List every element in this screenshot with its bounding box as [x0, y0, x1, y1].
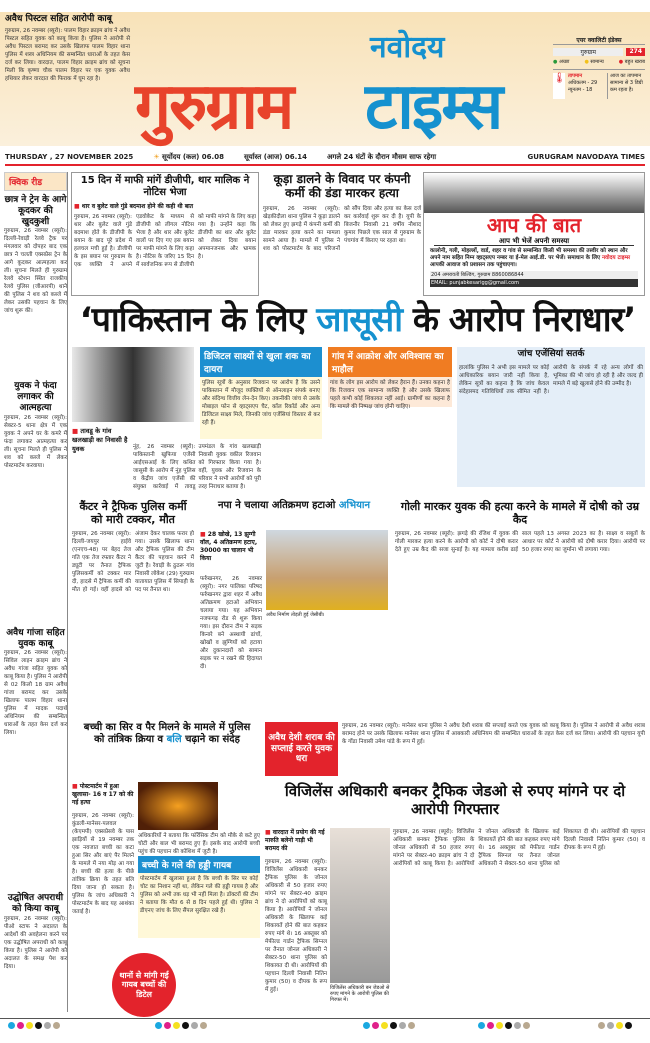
brief-headline: अवैध पिस्टल सहित आरोपी काबू [5, 14, 112, 24]
aqi-title: एयर क्वालिटी इंडेक्स [553, 36, 645, 45]
story-kooda [263, 172, 421, 296]
aqi-box [553, 36, 645, 99]
spy-body: नूंह, 26 नवम्बर (ब्यूरो): पाकिस्तानी खुफिया एजेंसी आईएसआई के लिए कथित जासूसी के आरोप में नूंह पुलिस व केंद्रीय जांच एजेंसी की संयुक्त कार्रवाई में तावडू उपमंडल के गांव खलखाड़ी निवासी युवक वकील रिजवान को गिरफ्तार किया गया है। वहीं, युवक और रिजवान के परिवार ने सभी आरोपों को पूरी तरह निराधार बताया है। [133, 444, 261, 490]
sunset: सूर्यास्त (आज) 06.14 [243, 152, 308, 161]
thermometer-icon: 🌡 [553, 73, 565, 99]
aap-ki-baat-brand: नवोदय टाइम्स [601, 255, 630, 262]
quick-headline-3: अवैध गांजा सहित युवक काबू [6, 627, 65, 649]
quick-read-label: क्विक रीड [4, 172, 67, 191]
registration-marks [363, 1022, 415, 1029]
aqi-value: 274 [626, 48, 645, 56]
arrest-photo [330, 828, 390, 983]
quick-headline-4: उद्घोषित अपराधी को किया काबू [7, 893, 64, 915]
spy-image [72, 347, 194, 422]
aap-ki-baat-body: कालोनी, गली, मोहल्लों, वार्ड, शहर व गांव से सम्बन्धित किसी भी समस्या की तस्वीर को स्थान और अपने नाम सहित निम्न व्हाट्सएप नम्बर या ई-मेल आई.डी. पर भेजें। समाधान के लिए [430, 248, 628, 262]
kooda-body: गुरुग्राम, 26 नवम्बर (ब्यूरो): खेड़कीदौला थाना पुलिस ने कूड़ा डालने को लेकर हुए झगड़े में कंपनी कर्मी की डंडा मारकर हत्या करने का मामला सामने आया है। मामले में पुलिस ने शव को पोस्टमार्टम के बाद परिजनों को सौंप दिया और हत्या का केस दर्ज कर कार्रवाई शुरू कर दी है। यूपी के बिजनौर निवासी 21 वर्षीय नौशाद कुमार पिछले एक साल से गुरुग्राम के पंचगांव में किराए पर रहता था। [263, 205, 421, 252]
dateline [5, 150, 645, 166]
village-box [328, 347, 452, 410]
vigilance-body-cont: गुरुग्राम, 26 नवम्बर (ब्यूरो): विजिलेंस अधिकारी बनकर ट्रैफिक पुलिस के जोनल अधिकारी से 50 हजार रुपए मांगने पर सेक्टर-40 क्राइम ब्रांच ने दो आरोपियों को काबू किया है। आरोपियों ने जोनल अधिकारी के खिलाफ कई शिकायतें होने की बात कहकर रुपए मांगे थे। 16 अक्तूबर को मेफील्ड गार्डन ट्रैफिक सिग्नल पर तैनात जोनल अधिकारी ने सेक्टर-50 थाना पुलिस को शिकायत दी थी। आरोपियों की पहचान दिल्ली निवासी नितिन कुमार (50) व दीपक के रूप में हुई। [393, 829, 645, 867]
sun-icon: ☀ [153, 152, 160, 161]
weather-label: तापमान [568, 73, 583, 79]
aqi-city: गुरुग्राम [553, 48, 623, 56]
throat-bone-title: बच्ची के गले की हड्डी गायब [138, 856, 260, 873]
agency-box-body: हालांकि पुलिस ने अभी इस मामले पर कोई आधिकारिक बयान जारी नहीं किया है, लेकिन सूत्रों का कहना है कि जांच केवल संदेहास्पद गतिविधियों तक सीमित नहीं है। आरोपी के संपर्क में रहे अन्य लोगों की भूमिका की भी जांच हो रही है और जल्द ही मामले में बड़े खुलासे होने की उम्मीद है। [459, 364, 643, 395]
village-box-body: गांव के लोग इस आरोप को लेकर हैरान हैं। उनका कहना है कि रिजवान एक सामान्य व्यक्ति है और उसके खिलाफ पहले कभी कोई शिकायत नहीं आई। ग्रामीणों का कहना है कि मामले की निष्पक्ष जांच होनी चाहिए। [330, 380, 450, 410]
weather-min: न्यूनतम - 18 [568, 87, 593, 93]
paper-name: GURUGRAM NAVODAYA TIMES [527, 153, 645, 161]
logo-times: टाइम्स [365, 70, 502, 144]
masthead-brief [5, 14, 130, 125]
agency-box [457, 347, 645, 487]
vigilance-headline: विजिलेंस अधिकारी बनकर ट्रैफिक जेडओ से रुपए मांगने पर दो आरोपी गिरफ्तार [284, 782, 626, 818]
quick-body-1: गुरुग्राम, 26 नवम्बर (ब्यूरो): दिल्ली-रेवाड़ी रेलवे ट्रैक पर मंगलवार को दोपहर बाद एक छात्र ने चलती एक्सप्रेस ट्रेन के आगे कूदकर आत्महत्या कर ली। सूचना मिलते ही गुरुग्राम रेलवे स्टेशन स्थित राजकीय रेलवे पुलिस (जीआरपी) थाने की पुलिस ने शव को कब्जे में लेकर उसकी पहचान के लिए जांच शुरू की। [4, 228, 67, 315]
story-dgp [71, 172, 259, 296]
logo-navodaya: नवोदय [370, 30, 445, 65]
aqi-legend-good: ● अच्छा [553, 59, 570, 65]
spy-caption: ■ तावडू के गांव खलखाड़ी का निवासी है युवक [72, 426, 130, 453]
throat-bone-box [138, 856, 260, 938]
digital-box-body: पुलिस सूत्रों के अनुसार रिजवान पर आरोप है कि उसने पाकिस्तान में मौजूद व्यक्तियों से ऑनलाइन संपर्क बनाए और संदिग्ध वित्तीय लेन-देन किए। तकनीकी जांच से उसके मोबाइल फोन से व्हाट्सएप चैट, कॉल रिकॉर्ड और अन्य डिजिटल साक्ष्य मिले, जिनकी जांच एजेंसियां विस्तार से कर रही हैं। [202, 380, 320, 426]
registration-marks [598, 1022, 632, 1029]
dgp-body: गुरुग्राम, 26 नवम्बर (ब्यूरो): थार और बुलेट वाले गुंडे बदमाश होते के डीजीपी के बयान के बाद पूरे प्रदेश में हलचल मची हुई है। डीजीपी के इस बयान पर गुरुग्राम के एक व्यक्ति ने अपने एडवोकेट के माध्यम से डीजीपी को लीगल नोटिस भेजा है और थार और बुलेट वालों पर दिए गए इस बयान पर माफी मांगने के लिए कहा है। नोटिस के जरिए 15 दिन में सार्वजनिक रूप से डीजीपी को माफी मांगने के लिए कहा गया है। उन्होंने कहा कि डीजीपी का थार और बुलेट को लेकर दिया बयान अपमानजनक और भ्रामक है। [74, 214, 256, 268]
canter-headline: कैंटर ने ट्रैफिक पुलिस कर्मी को मारी टक्कर, मौत [79, 500, 187, 527]
registration-marks [155, 1022, 207, 1029]
goli-headline: गोली मारकर युवक की हत्या करने के मामले में दोषी को उम्र कैद [400, 500, 640, 527]
sharab-body: गुरुग्राम, 26 नवम्बर (ब्यूरो): मानेसर थाना पुलिस ने अवैध देशी शराब की सप्लाई करते एक युवक को काबू किया है। पुलिस ने आरोपी से अवैध शराब बरामद होने पर उसके खिलाफ मानेसर थाना पुलिस में आबकारी अधिनियम की सम्बन्धित धाराओं के तहत केस दर्ज कर लिया। आरोपी की पहचान यूपी के गोंडा निवासी उमेश पांडे के रूप में हुई। [342, 723, 645, 745]
jcb-image [266, 530, 388, 610]
forecast: अगले 24 घंटों के दौरान मौसम साफ रहेगा [327, 152, 437, 161]
banner-headline: ‘पाकिस्तान के लिए जासूसी के आरोप निराधार’ [79, 300, 636, 340]
aap-ki-baat-body2: आपकी आवाज को प्रशासन तक पहुंचाएगा। [430, 262, 517, 269]
sunrise: ☀ सूर्योदय (कल) 06.08 [153, 152, 224, 161]
napa-body: फर्रुखनगर, 26 नवम्बर (ब्यूरो): नगर पालिका परिषद फर्रुखनगर द्वारा शहर में अवैध अतिक्रमण हटाओ अभियान चलाया गया। यह अभियान नजफगढ़ रोड से शुरू किया गया। इस दौरान टीम ने सड़क किनारे बने अस्थायी ढांचों, खोखों व झुग्गियों को हटाया और दुकानदारों को सामान सड़क पर न रखने की हिदायत दी। [200, 576, 262, 670]
weather-max: अधिकतम - 29 [568, 80, 598, 86]
jcb-caption: अवैध निर्माण तोड़ती हुई जेसीबी। [266, 612, 325, 618]
vigilance-subheadline: ■ वारदात में प्रयोग की गई मारुति बलेनो गाड़ी भी बरामद की [265, 828, 327, 852]
throat-bone-body: पोस्टमार्टम में खुलासा हुआ है कि बच्ची के सिर पर कोई चोट का निशान नहीं था, लेकिन गले की हड्डी गायब है और पुलिस को अभी तक धड़ भी नहीं मिला है। डॉक्टरों की टीम ने बताया कि मौत 6 से 8 दिन पहले हुई थी। पुलिस ने डीएनए जांच के लिए सैंपल सुरक्षित रखे हैं। [140, 876, 258, 914]
bottom-rule [0, 1018, 650, 1019]
digital-box [200, 347, 322, 439]
aqi-legend-moderate: ● सामान्य [584, 59, 604, 65]
protest-image [424, 173, 644, 213]
aap-ki-baat-address: 204 अमरावती बिल्डिंग, गुरुग्राम 8860086844 [430, 271, 638, 279]
bachchi-headline: बच्ची का सिर व पैर मिलने के मामले में पुलिस को तांत्रिक क्रिया व बलि चढ़ाने का संदेह [83, 722, 251, 745]
agency-box-title: जांच एजेंसियां सतर्क [517, 349, 585, 359]
story-napa [200, 500, 388, 512]
quick-headline-1: छात्र ने ट्रेन के आगे कूदकर की खुदकुशी [4, 195, 67, 227]
bachchi-body2: अधिकारियों ने बताया कि फॉरेंसिक टीम को मौके से कटे हुए चोटी और बाल भी बरामद हुए हैं। इसके बाद आरोपी बच्ची पहुंच की पहचान की कोशिश में जुटी है। [138, 833, 260, 855]
dgp-headline: 15 दिन में माफी मांगें डीजीपी, थार मालिक ने नोटिस भेजा [80, 175, 250, 198]
quick-body-3: गुरुग्राम, 26 नवम्बर (ब्यूरो): सिविल लाइन क्राइम ब्रांच ने अवैध गांजा सहित युवक को काबू किया है। पुलिस ने आरोपी से 02 किलो 18 ग्राम अवैध गांजा बरामद कर उसके खिलाफ पालम विहार थाना पुलिस में मादक पदार्थ अधिनियम की सम्बन्धित धाराओं के तहत केस दर्ज कर लिया। [4, 650, 67, 737]
arrest-caption: विजिलेंस अधिकारी बन जेडओ से रुपए मांगने के आरोपी पुलिस की गिरफ्त में। [330, 985, 390, 1003]
date: THURSDAY , 27 NOVEMBER 2025 [5, 153, 134, 161]
aap-ki-baat-title: आप की बात [486, 213, 582, 237]
logo-gurugram: गुरुग्राम [135, 70, 293, 144]
quick-body-2: गुरुग्राम, 26 नवम्बर (ब्यूरो): सेक्टर-5 थाना क्षेत्र में एक युवक ने अपने घर के कमरे में फंदा लगाकर आत्महत्या कर ली। सूचना मिलते ही पुलिस ने शव को कब्जे में लेकर पोस्टमार्टम करवाया। [4, 414, 67, 469]
vigilance-body: गुरुग्राम, 26 नवम्बर (ब्यूरो): विजिलेंस अधिकारी बनकर ट्रैफिक पुलिस के जोनल अधिकारी से 50 हजार रुपए मांगने पर सेक्टर-40 क्राइम ब्रांच ने दो आरोपियों को काबू किया है। आरोपियों ने जोनल अधिकारी के खिलाफ कई शिकायतें होने की बात कहकर रुपए मांगे थे। 16 अक्तूबर को मेफील्ड गार्डन ट्रैफिक सिग्नल पर तैनात जोनल अधिकारी ने सेक्टर-50 थाना पुलिस को शिकायत दी थी। आरोपियों की पहचान दिल्ली निवासी नितिन कुमार (50) व दीपक के रूप में हुई। [265, 859, 327, 993]
quick-body-4: गुरुग्राम, 26 नवम्बर (ब्यूरो): पीओ स्टाफ ने अदालत के आदेशों की अवहेलना करने पर एक उद्घोषित अपराधी को काबू किया है। पुलिस ने आरोपी को अदालत के समक्ष पेश कर दिया। [4, 915, 67, 970]
napa-subheadline: ■ 28 खोखे, 13 झुग्गी वॉल, 4 अतिक्रमण हटाए, 30000 का चालान भी किया [200, 530, 262, 562]
napa-headline: नपा ने चलाया अतिक्रमण हटाओ अभियान [217, 500, 371, 511]
aap-ki-baat-email[interactable]: EMAIL: punjabkesarigg@gmail.com [430, 279, 638, 287]
canter-body: गुरुग्राम, 26 नवम्बर (ब्यूरो): दिल्ली-जयपुर हाईवे (एनएच-48) पर बेहद तेज गति एक तेज रफ्तार कैंटर ने ड्यूटी पर तैनात ट्रैफिक पुलिसकर्मी को टक्कर मार दी, हादसे में ट्रैफिक कर्मी की मौत हो गई। वहीं हादसे को अंजाम देकर चालक फरार हो गया। उसके खिलाफ थाना और ट्रैफिक पुलिस की टीम कैंटर की पहचान करने में जुटी है। रेवाड़ी के ठुठरू गांव निवासी लोकेश (29) गुरुग्राम यातायात पुलिस में सिपाही के पद पर तैनात था। [72, 531, 194, 594]
quick-headline-2: युवक ने फंदा लगाकर की आत्महत्या [14, 381, 57, 413]
aap-ki-baat-subtitle: आप भी भेजें अपनी समस्या [434, 237, 634, 246]
fire-image [138, 782, 218, 830]
registration-marks [8, 1022, 60, 1029]
bachchi-subheadline: ■ पोस्टमार्टम में हुआ खुलासा- 16 व 17 को की गई हत्या [72, 782, 134, 806]
dgp-subheadline: ■ थार व बुलेट वाले गुंडे बदमाश होने की कही थी बात [74, 202, 256, 210]
story-goli [395, 500, 645, 700]
aap-ki-baat [423, 172, 645, 296]
missing-children-bubble: थानों से मांगी गई गायब बच्चों की डिटेल [112, 953, 176, 1017]
quick-read-column [4, 172, 68, 1012]
goli-body: गुरुग्राम, 26 नवम्बर (ब्यूरो): झगड़े की रंजिश में युवक की गोली मारकर हत्या करने के आरोपी को कोर्ट ने दोषी करार देते हुए उम्र कैद की सजा सुनाई है। यह मामला करीब ढाई साल पहले 13 अगस्त 2023 का है। साक्ष्य व सबूतों के आधार पर कोर्ट ने आरोपी को दोषी करार दिया। आरोपी पर 50 हजार रुपए का जुर्माना भी लगाया गया। [395, 531, 645, 554]
bachchi-body: गुरुग्राम, 26 नवम्बर (ब्यूरो): कुंडली-मानेसर-पलवल (केएमपी) एक्सप्रेसवे के पास झाड़ियों से 19 नवम्बर तक एक नवजात बच्ची का कटा हुआ सिर और बाएं पैर मिलने के मामले में नया मोड़ आ गया है। बच्ची की हत्या के पीछे तांत्रिक क्रिया के तहत बलि दिया जाना हो सकता है। पुलिस के जांच अधिकारी ने पोस्टमार्टम के बाद यह आशंका जताई है। [72, 813, 134, 915]
aqi-legend-bad: ● बहुत खराब [618, 59, 645, 65]
story-canter [72, 500, 194, 680]
digital-box-title: डिजिटल साक्ष्यों से खुला शक का दायरा [200, 347, 322, 377]
village-box-title: गांव में आक्रोश और अविश्वास का माहौल [328, 347, 452, 377]
registration-marks [478, 1022, 530, 1029]
kooda-headline: कूड़ा डालने के विवाद पर कंपनी कर्मी की डंडा मारकर हत्या [273, 172, 411, 201]
sharab-headline: अवैध देशी शराब की सप्लाई करते युवक धरा [265, 722, 338, 776]
weather-note: आज का तापमान सामान्य से 3 डिग्री कम रहता है। [607, 73, 645, 99]
brief-body: गुरुग्राम, 26 नवम्बर (ब्यूरो): पालम विहार क्राइम ब्रांच ने अवैध पिस्टल सहित युवक को काबू किया है। पुलिस ने आरोपी से अवैध पिस्टल बरामद कर उसके खिलाफ पालम विहार थाना पुलिस में शस्त्र अधिनियम की सम्बन्धित धाराओं के तहत केस दर्ज कर लिया। वारदात, पालम विहार क्राइम ब्रांच को सूचना मिली कि कृष्णा चौक पालम विहार पर एक युवक अवैध हथियार लेकर वारदात की फिराक में घूम रहा है। [5, 27, 130, 82]
